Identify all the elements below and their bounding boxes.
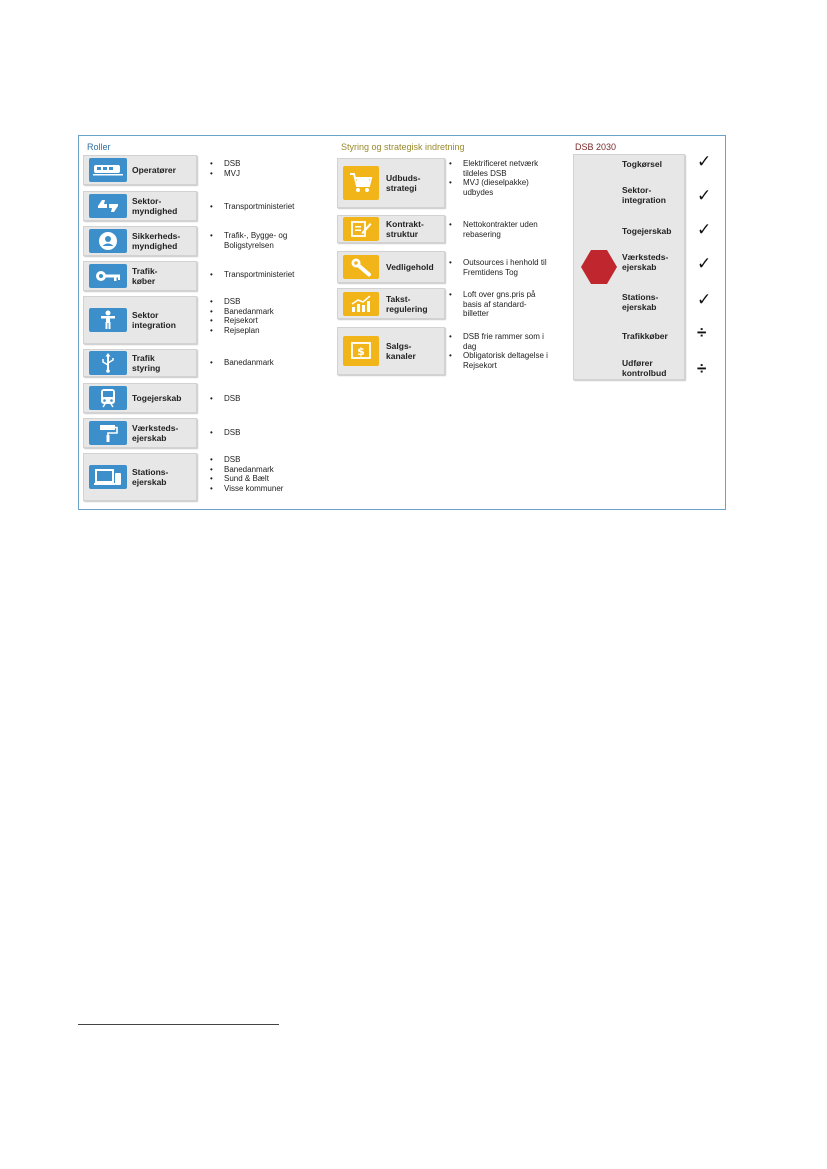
check-mark: ✓	[697, 220, 712, 239]
bullet: • Obligatorisk deltagelse i	[448, 351, 548, 361]
role-card-sektormyndighed	[83, 191, 197, 221]
bullet-continuation: Boligstyrelsen	[224, 240, 274, 250]
bullet: • DSB frie rammer som i	[448, 332, 548, 342]
check-mark: ✓	[697, 152, 712, 171]
bullet-continuation: udbydes	[463, 187, 494, 197]
strategy-bullets-udbudsstrategi	[448, 159, 538, 197]
check-mark: ✓	[697, 290, 712, 309]
dsb-item-togkorsel: Togkørsel	[622, 159, 662, 169]
bullet: • Visse kommuner	[209, 484, 283, 494]
bullet-continuation: billetter	[463, 309, 489, 318]
role-bullets-operatorer	[209, 159, 240, 178]
role-card-togejerskab	[83, 383, 197, 413]
role-card-vaerkstedsejerskab	[83, 418, 197, 448]
divide-mark: ÷	[697, 323, 707, 342]
bullet-continuation: basis af standard-	[463, 299, 527, 309]
hexagon-shape	[580, 249, 618, 285]
bullet-continuation: dag	[463, 341, 477, 351]
person-standing-icon	[89, 308, 127, 332]
bullet: • Rejsekort	[209, 316, 274, 326]
dollar-screen-icon	[343, 336, 379, 366]
bullet: • Rejseplan	[209, 326, 274, 336]
strategy-bullets-salgskanaler	[448, 332, 548, 370]
strategy-label: Udbuds- strategi	[386, 173, 421, 193]
dsb-item-trafikkober: Trafikkøber	[622, 331, 668, 341]
role-bullets-sektormyndighed	[209, 202, 294, 212]
paint-roller-icon	[89, 421, 127, 445]
strategy-card-salgskanaler	[337, 327, 445, 375]
bullet: • MVJ (dieselpakke)	[448, 178, 538, 188]
role-bullets-togejerskab	[209, 394, 240, 404]
role-label: Operatører	[132, 165, 176, 175]
role-bullets-vaerkstedsejerskab	[209, 428, 240, 438]
bullet: • DSB	[209, 297, 274, 307]
column-title-styring: Styring og strategisk indretning	[341, 142, 465, 152]
strategy-card-kontraktstruktur	[337, 215, 445, 243]
check-mark: ✓	[697, 186, 712, 205]
column-title-dsb-2030: DSB 2030	[575, 142, 617, 152]
role-card-stationsejerskab	[83, 453, 197, 501]
role-bullets-trafik-styring	[209, 358, 274, 368]
role-label: Sektor- myndighed	[132, 196, 178, 216]
role-label: Stations- ejerskab	[132, 467, 169, 487]
dsb-item-togejerskab: Togejerskab	[622, 226, 672, 236]
check-mark: ✓	[697, 254, 712, 273]
bullet: • DSB	[209, 394, 240, 404]
cart-icon	[343, 166, 379, 200]
role-label: Trafik styring	[132, 353, 161, 373]
bullet-continuation: tildeles DSB	[463, 168, 507, 178]
strategy-bullets-vedligehold	[448, 258, 547, 277]
strategy-bullets-kontraktstruktur	[448, 220, 538, 239]
role-bullets-sikkerhedsmyndighed	[209, 231, 287, 250]
role-card-trafikkober	[83, 261, 197, 291]
bullet: • Sund & Bælt	[209, 474, 283, 484]
dsb-item-stationsejerskab: Stations- ejerskab	[622, 292, 659, 312]
divide-mark: ÷	[697, 359, 707, 378]
column-title-roller: Roller	[87, 142, 111, 152]
bullet: • Loft over gns.pris på	[448, 290, 535, 300]
train-icon	[89, 158, 127, 182]
role-bullets-stationsejerskab	[209, 455, 283, 493]
role-card-operatorer	[83, 155, 197, 185]
bullet: • Banedanmark	[209, 358, 274, 368]
role-label: Trafik- køber	[132, 266, 158, 286]
strategy-card-taktsregulering	[337, 288, 445, 319]
strategy-label: Salgs- kanaler	[386, 341, 416, 361]
wrench-icon	[343, 255, 379, 279]
dsb-2030-panel	[573, 154, 685, 380]
bullet: • MVJ	[209, 169, 240, 179]
bullet: • DSB	[209, 159, 240, 169]
footnote-separator	[78, 1024, 279, 1025]
bullet-continuation: rebasering	[463, 229, 501, 239]
bullet: • Outsources i henhold til	[448, 258, 547, 268]
bullet: • Elektrificeret netværk	[448, 159, 538, 169]
role-card-sikkerhedsmyndighed	[83, 226, 197, 256]
role-card-trafik-styring	[83, 349, 197, 377]
devices-icon	[89, 465, 127, 489]
svg-text:$: $	[357, 345, 365, 358]
strategy-card-udbudsstrategi	[337, 158, 445, 208]
role-label: Sikkerheds- myndighed	[132, 231, 181, 251]
bullet: • Transportministeriet	[209, 270, 294, 280]
bullet-continuation: Fremtidens Tog	[463, 267, 518, 277]
key-icon	[89, 264, 127, 288]
chart-up-icon	[343, 292, 379, 316]
strategy-card-vedligehold	[337, 251, 445, 283]
strategy-label: Kontrakt- struktur	[386, 219, 424, 239]
role-label: Sektor integration	[132, 310, 176, 330]
thumbs-icon	[89, 194, 127, 218]
dsb-item-udforer-kontrolbud: Udfører kontrolbud	[622, 358, 667, 378]
bullet: • Nettokontrakter uden	[448, 220, 538, 230]
role-bullets-sektor-integration	[209, 297, 274, 335]
usb-icon	[89, 351, 127, 375]
role-bullets-trafikkober	[209, 270, 294, 280]
train-front-icon	[89, 386, 127, 410]
role-label: Togejerskab	[132, 393, 182, 403]
bullet: • Transportministeriet	[209, 202, 294, 212]
dsb-item-vaerkstedsejerskab: Værksteds- ejerskab	[622, 252, 669, 272]
bullet: • Banedanmark	[209, 307, 274, 317]
bullet: • DSB	[209, 455, 283, 465]
bullet: • Trafik-, Bygge- og	[209, 231, 287, 241]
strategy-label: Vedligehold	[386, 262, 434, 272]
bullet: • DSB	[209, 428, 240, 438]
role-label: Værksteds- ejerskab	[132, 423, 179, 443]
document-pen-icon	[343, 217, 379, 241]
role-card-sektor-integration	[83, 296, 197, 344]
person-circle-icon	[89, 229, 127, 253]
dsb-item-sektor-integration: Sektor- integration	[622, 185, 666, 205]
strategy-bullets-taktsregulering	[448, 290, 535, 319]
diagram-frame	[78, 135, 726, 510]
bullet: • Banedanmark	[209, 465, 283, 475]
strategy-label: Takst- regulering	[386, 293, 428, 314]
bullet-continuation: Rejsekort	[463, 360, 497, 370]
